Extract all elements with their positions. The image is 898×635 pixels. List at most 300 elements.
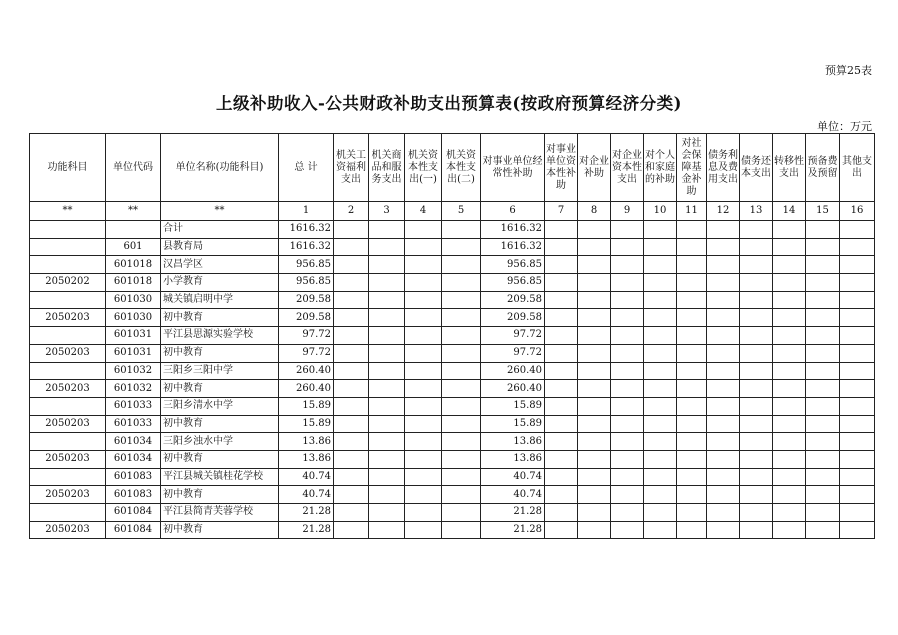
unit-code-cell: 601	[106, 238, 161, 256]
empty-cell	[334, 238, 369, 256]
function-code-cell	[30, 291, 106, 309]
unit-code-cell: 601084	[106, 521, 161, 539]
column-index: **	[30, 202, 106, 221]
empty-cell	[840, 344, 875, 362]
column-header: 对企业资本性支出	[611, 134, 644, 202]
empty-cell	[840, 362, 875, 380]
empty-cell	[578, 309, 611, 327]
column-header: 其他支出	[840, 134, 875, 202]
empty-cell	[806, 433, 840, 451]
table-row	[30, 327, 875, 345]
empty-cell	[578, 397, 611, 415]
unit-code-cell: 601018	[106, 256, 161, 274]
empty-cell	[405, 433, 442, 451]
empty-cell	[442, 327, 481, 345]
empty-cell	[677, 433, 707, 451]
empty-cell	[644, 344, 677, 362]
empty-cell	[806, 486, 840, 504]
empty-cell	[334, 344, 369, 362]
empty-cell	[611, 274, 644, 292]
function-code-cell: 2050203	[30, 380, 106, 398]
empty-cell	[334, 433, 369, 451]
empty-cell	[773, 309, 806, 327]
empty-cell	[840, 309, 875, 327]
table-row	[30, 362, 875, 380]
empty-cell	[707, 433, 740, 451]
empty-cell	[369, 415, 405, 433]
empty-cell	[806, 238, 840, 256]
total-cell: 15.89	[279, 397, 334, 415]
empty-cell	[578, 504, 611, 522]
institution-subsidy-cell: 956.85	[481, 256, 545, 274]
column-index: 6	[481, 202, 545, 221]
empty-cell	[545, 238, 578, 256]
column-header: 对事业单位资本性补助	[545, 134, 578, 202]
unit-code-cell: 601083	[106, 468, 161, 486]
unit-code-cell: 601031	[106, 327, 161, 345]
empty-cell	[677, 291, 707, 309]
table-row	[30, 433, 875, 451]
empty-cell	[334, 274, 369, 292]
empty-cell	[707, 309, 740, 327]
empty-cell	[442, 521, 481, 539]
empty-cell	[840, 415, 875, 433]
empty-cell	[806, 362, 840, 380]
total-cell: 21.28	[279, 521, 334, 539]
empty-cell	[405, 486, 442, 504]
empty-cell	[334, 362, 369, 380]
empty-cell	[707, 486, 740, 504]
empty-cell	[405, 274, 442, 292]
empty-cell	[773, 450, 806, 468]
column-index-row	[30, 202, 875, 221]
empty-cell	[369, 221, 405, 239]
empty-cell	[611, 397, 644, 415]
empty-cell	[405, 238, 442, 256]
empty-cell	[611, 521, 644, 539]
empty-cell	[707, 521, 740, 539]
budget-table	[29, 133, 875, 539]
empty-cell	[806, 397, 840, 415]
institution-subsidy-cell: 209.58	[481, 291, 545, 309]
unit-name-cell: 小学教育	[161, 274, 279, 292]
column-index: 8	[578, 202, 611, 221]
empty-cell	[773, 274, 806, 292]
empty-cell	[545, 344, 578, 362]
empty-cell	[806, 327, 840, 345]
empty-cell	[545, 256, 578, 274]
function-code-cell: 2050203	[30, 309, 106, 327]
empty-cell	[677, 238, 707, 256]
header-row	[30, 134, 875, 202]
column-index: 4	[405, 202, 442, 221]
column-header: 机关商品和服务支出	[369, 134, 405, 202]
table-row	[30, 415, 875, 433]
column-index: 10	[644, 202, 677, 221]
form-number: 预算25表	[825, 64, 872, 77]
empty-cell	[644, 521, 677, 539]
empty-cell	[840, 238, 875, 256]
unit-code-cell	[106, 221, 161, 239]
empty-cell	[334, 256, 369, 274]
unit-code-cell: 601034	[106, 450, 161, 468]
empty-cell	[405, 291, 442, 309]
empty-cell	[806, 380, 840, 398]
empty-cell	[773, 362, 806, 380]
empty-cell	[644, 327, 677, 345]
empty-cell	[806, 256, 840, 274]
empty-cell	[405, 450, 442, 468]
empty-cell	[405, 521, 442, 539]
column-index: 5	[442, 202, 481, 221]
empty-cell	[773, 521, 806, 539]
institution-subsidy-cell: 1616.32	[481, 238, 545, 256]
empty-cell	[405, 397, 442, 415]
column-index: 9	[611, 202, 644, 221]
empty-cell	[545, 291, 578, 309]
empty-cell	[707, 397, 740, 415]
table-row	[30, 486, 875, 504]
empty-cell	[644, 238, 677, 256]
empty-cell	[545, 380, 578, 398]
institution-subsidy-cell: 97.72	[481, 344, 545, 362]
empty-cell	[740, 397, 773, 415]
empty-cell	[369, 274, 405, 292]
empty-cell	[773, 380, 806, 398]
empty-cell	[334, 221, 369, 239]
empty-cell	[644, 415, 677, 433]
unit-code-cell: 601033	[106, 415, 161, 433]
unit-name-cell: 平江县思源实验学校	[161, 327, 279, 345]
column-index: 11	[677, 202, 707, 221]
table-row	[30, 238, 875, 256]
empty-cell	[806, 415, 840, 433]
empty-cell	[740, 327, 773, 345]
empty-cell	[578, 433, 611, 451]
empty-cell	[611, 450, 644, 468]
total-cell: 40.74	[279, 486, 334, 504]
empty-cell	[334, 415, 369, 433]
column-index: 1	[279, 202, 334, 221]
function-code-cell	[30, 468, 106, 486]
function-code-cell	[30, 327, 106, 345]
unit-name-cell: 初中教育	[161, 344, 279, 362]
unit-name-cell: 三阳乡清水中学	[161, 397, 279, 415]
column-header: 对事业单位经常性补助	[481, 134, 545, 202]
empty-cell	[405, 327, 442, 345]
empty-cell	[677, 397, 707, 415]
empty-cell	[611, 344, 644, 362]
empty-cell	[369, 486, 405, 504]
empty-cell	[677, 468, 707, 486]
unit-name-cell: 平江县简青芙蓉学校	[161, 504, 279, 522]
unit-code-cell: 601032	[106, 380, 161, 398]
empty-cell	[773, 415, 806, 433]
empty-cell	[773, 291, 806, 309]
unit-name-cell: 初中教育	[161, 415, 279, 433]
empty-cell	[545, 327, 578, 345]
unit-name-cell: 三阳乡浊水中学	[161, 433, 279, 451]
column-header: 预备费及预留	[806, 134, 840, 202]
empty-cell	[740, 415, 773, 433]
empty-cell	[369, 380, 405, 398]
institution-subsidy-cell: 40.74	[481, 486, 545, 504]
empty-cell	[611, 309, 644, 327]
empty-cell	[369, 344, 405, 362]
empty-cell	[442, 415, 481, 433]
institution-subsidy-cell: 260.40	[481, 380, 545, 398]
table-row	[30, 450, 875, 468]
empty-cell	[840, 450, 875, 468]
empty-cell	[442, 344, 481, 362]
empty-cell	[578, 327, 611, 345]
empty-cell	[840, 433, 875, 451]
empty-cell	[442, 433, 481, 451]
table-row	[30, 468, 875, 486]
empty-cell	[644, 468, 677, 486]
institution-subsidy-cell: 13.86	[481, 450, 545, 468]
empty-cell	[578, 238, 611, 256]
table-row	[30, 397, 875, 415]
empty-cell	[644, 433, 677, 451]
empty-cell	[707, 221, 740, 239]
function-code-cell	[30, 504, 106, 522]
document-title: 上级补助收入-公共财政补助支出预算表(按政府预算经济分类)	[216, 94, 682, 113]
empty-cell	[611, 415, 644, 433]
empty-cell	[442, 256, 481, 274]
empty-cell	[442, 450, 481, 468]
empty-cell	[707, 362, 740, 380]
empty-cell	[334, 521, 369, 539]
column-index: 7	[545, 202, 578, 221]
empty-cell	[707, 238, 740, 256]
empty-cell	[677, 380, 707, 398]
institution-subsidy-cell: 13.86	[481, 433, 545, 451]
empty-cell	[773, 238, 806, 256]
unit-code-cell: 601083	[106, 486, 161, 504]
function-code-cell	[30, 362, 106, 380]
empty-cell	[442, 380, 481, 398]
empty-cell	[806, 504, 840, 522]
unit-name-cell: 初中教育	[161, 486, 279, 504]
empty-cell	[773, 433, 806, 451]
column-header: 单位名称(功能科目)	[161, 134, 279, 202]
empty-cell	[578, 274, 611, 292]
empty-cell	[578, 221, 611, 239]
total-cell: 209.58	[279, 291, 334, 309]
column-index: 15	[806, 202, 840, 221]
institution-subsidy-cell: 40.74	[481, 468, 545, 486]
empty-cell	[677, 521, 707, 539]
empty-cell	[740, 486, 773, 504]
empty-cell	[405, 415, 442, 433]
total-cell: 1616.32	[279, 221, 334, 239]
empty-cell	[334, 486, 369, 504]
empty-cell	[740, 238, 773, 256]
empty-cell	[578, 291, 611, 309]
unit-name-cell: 汉昌学区	[161, 256, 279, 274]
empty-cell	[840, 221, 875, 239]
column-header: 机关资本性支出(一)	[405, 134, 442, 202]
table-row	[30, 344, 875, 362]
empty-cell	[677, 362, 707, 380]
empty-cell	[740, 450, 773, 468]
empty-cell	[644, 397, 677, 415]
empty-cell	[442, 397, 481, 415]
table-row	[30, 274, 875, 292]
unit-name-cell: 初中教育	[161, 380, 279, 398]
empty-cell	[611, 380, 644, 398]
empty-cell	[578, 380, 611, 398]
empty-cell	[611, 486, 644, 504]
empty-cell	[707, 256, 740, 274]
empty-cell	[773, 344, 806, 362]
table-row	[30, 256, 875, 274]
empty-cell	[740, 521, 773, 539]
empty-cell	[405, 380, 442, 398]
empty-cell	[442, 274, 481, 292]
empty-cell	[611, 468, 644, 486]
empty-cell	[369, 362, 405, 380]
institution-subsidy-cell: 15.89	[481, 397, 545, 415]
empty-cell	[840, 504, 875, 522]
function-code-cell: 2050203	[30, 486, 106, 504]
empty-cell	[545, 450, 578, 468]
empty-cell	[369, 238, 405, 256]
empty-cell	[677, 221, 707, 239]
empty-cell	[740, 256, 773, 274]
total-cell: 97.72	[279, 344, 334, 362]
table-row	[30, 504, 875, 522]
empty-cell	[677, 504, 707, 522]
empty-cell	[334, 504, 369, 522]
function-code-cell: 2050202	[30, 274, 106, 292]
function-code-cell: 2050203	[30, 344, 106, 362]
function-code-cell	[30, 221, 106, 239]
total-cell: 13.86	[279, 433, 334, 451]
table-row	[30, 521, 875, 539]
empty-cell	[644, 450, 677, 468]
empty-cell	[369, 291, 405, 309]
empty-cell	[545, 274, 578, 292]
institution-subsidy-cell: 260.40	[481, 362, 545, 380]
institution-subsidy-cell: 21.28	[481, 521, 545, 539]
empty-cell	[644, 221, 677, 239]
empty-cell	[840, 256, 875, 274]
empty-cell	[707, 344, 740, 362]
institution-subsidy-cell: 956.85	[481, 274, 545, 292]
empty-cell	[806, 344, 840, 362]
empty-cell	[806, 468, 840, 486]
empty-cell	[334, 380, 369, 398]
empty-cell	[740, 468, 773, 486]
empty-cell	[840, 274, 875, 292]
column-index: 14	[773, 202, 806, 221]
column-header: 总 计	[279, 134, 334, 202]
empty-cell	[334, 309, 369, 327]
column-index: 2	[334, 202, 369, 221]
unit-name-cell: 初中教育	[161, 309, 279, 327]
function-code-cell	[30, 238, 106, 256]
empty-cell	[442, 362, 481, 380]
function-code-cell: 2050203	[30, 521, 106, 539]
function-code-cell	[30, 433, 106, 451]
empty-cell	[677, 415, 707, 433]
total-cell: 260.40	[279, 362, 334, 380]
unit-code-cell: 601032	[106, 362, 161, 380]
empty-cell	[578, 344, 611, 362]
empty-cell	[578, 486, 611, 504]
unit-name-cell: 城关镇启明中学	[161, 291, 279, 309]
empty-cell	[773, 397, 806, 415]
empty-cell	[369, 450, 405, 468]
empty-cell	[442, 238, 481, 256]
column-header: 债务利息及费用支出	[707, 134, 740, 202]
empty-cell	[442, 291, 481, 309]
empty-cell	[740, 274, 773, 292]
function-code-cell: 2050203	[30, 450, 106, 468]
empty-cell	[644, 380, 677, 398]
institution-subsidy-cell: 15.89	[481, 415, 545, 433]
unit-name-cell: 平江县城关镇桂花学校	[161, 468, 279, 486]
empty-cell	[369, 468, 405, 486]
empty-cell	[840, 397, 875, 415]
empty-cell	[644, 291, 677, 309]
unit-name-cell: 合计	[161, 221, 279, 239]
total-cell: 956.85	[279, 274, 334, 292]
unit-name-cell: 初中教育	[161, 521, 279, 539]
table-row	[30, 380, 875, 398]
empty-cell	[740, 504, 773, 522]
unit-code-cell: 601084	[106, 504, 161, 522]
empty-cell	[740, 291, 773, 309]
empty-cell	[740, 362, 773, 380]
empty-cell	[677, 327, 707, 345]
empty-cell	[644, 486, 677, 504]
function-code-cell: 2050203	[30, 415, 106, 433]
empty-cell	[405, 344, 442, 362]
empty-cell	[334, 397, 369, 415]
empty-cell	[677, 486, 707, 504]
institution-subsidy-cell: 21.28	[481, 504, 545, 522]
empty-cell	[707, 291, 740, 309]
empty-cell	[578, 521, 611, 539]
total-cell: 15.89	[279, 415, 334, 433]
empty-cell	[740, 433, 773, 451]
empty-cell	[840, 327, 875, 345]
empty-cell	[840, 468, 875, 486]
total-cell: 97.72	[279, 327, 334, 345]
empty-cell	[840, 486, 875, 504]
empty-cell	[369, 433, 405, 451]
unit-name-cell: 县教育局	[161, 238, 279, 256]
empty-cell	[545, 397, 578, 415]
column-index: 3	[369, 202, 405, 221]
empty-cell	[578, 415, 611, 433]
empty-cell	[840, 521, 875, 539]
empty-cell	[773, 468, 806, 486]
empty-cell	[611, 221, 644, 239]
column-header: 对个人和家庭的补助	[644, 134, 677, 202]
empty-cell	[740, 344, 773, 362]
empty-cell	[369, 397, 405, 415]
institution-subsidy-cell: 1616.32	[481, 221, 545, 239]
empty-cell	[806, 291, 840, 309]
column-header: 对社会保障基金补助	[677, 134, 707, 202]
column-index: **	[106, 202, 161, 221]
empty-cell	[442, 486, 481, 504]
column-header: 机关资本性支出(二)	[442, 134, 481, 202]
